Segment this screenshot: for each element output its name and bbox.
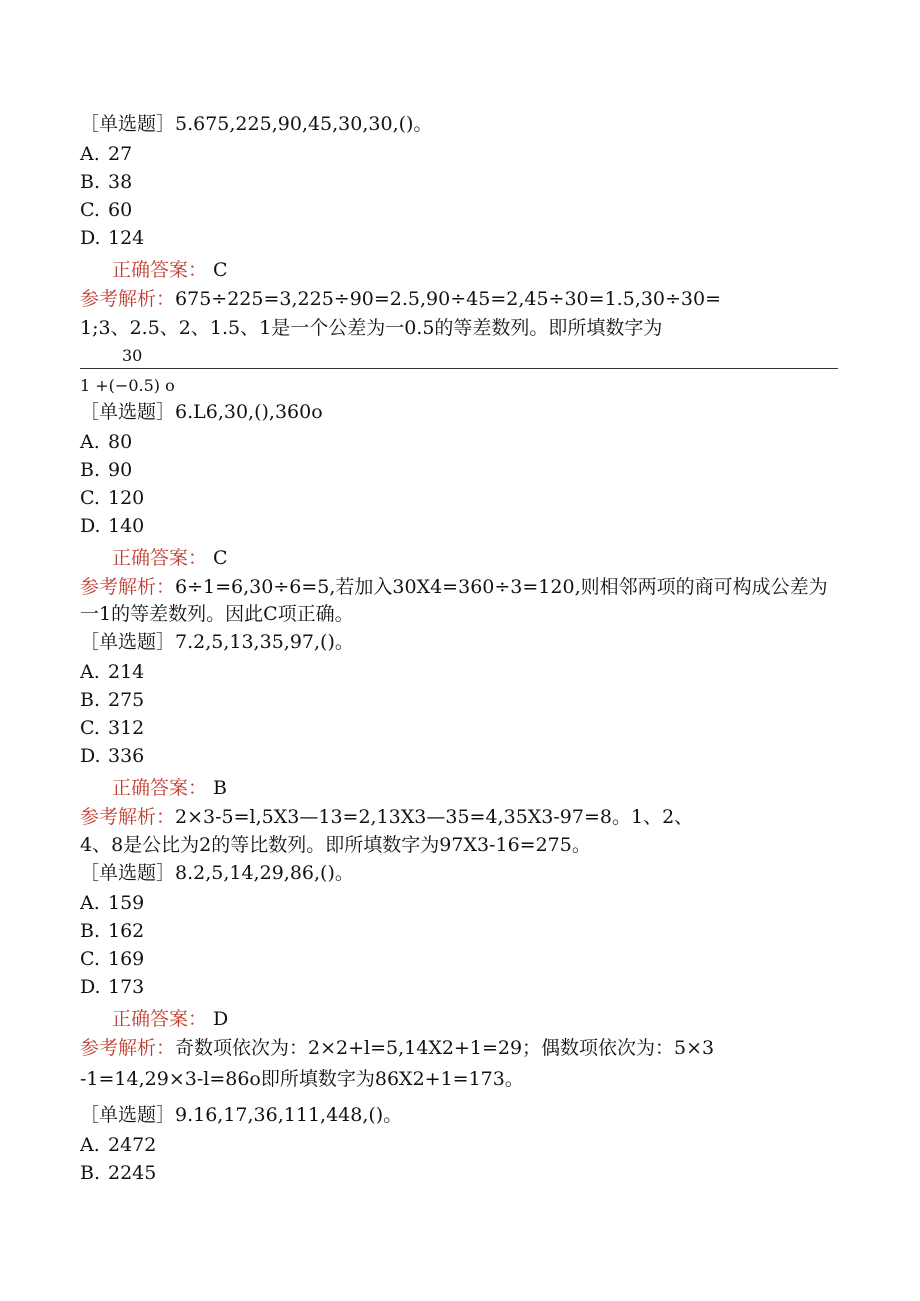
answer-value: B [213,777,227,799]
analysis-text: 奇数项依次为：2×2+l=5,14X2+1=29；偶数项依次为：5×3 [175,1037,715,1059]
q6-analysis-line-1 [80,575,828,599]
q5-correct-answer [112,258,228,282]
option-label: C. [80,948,100,970]
analysis-label: 参考解析： [80,576,176,598]
answer-value: C [213,547,228,569]
option-label: B. [80,1162,101,1184]
option-label: C. [80,199,100,221]
option-label: D. [80,227,101,249]
q5-option-c[interactable] [80,198,132,222]
option-text: 162 [108,920,145,942]
analysis-text: 6÷1=6,30÷6=5,若加入30X4=360÷3=120,则相邻两项的商可构成公差为 [175,576,828,598]
q6-option-b[interactable] [80,458,132,482]
q5-option-d[interactable] [80,226,144,250]
answer-value: C [213,259,228,281]
question-5-stem: ［单选题］5.675,225,90,45,30,30,()。 [80,113,433,135]
answer-label: 正确答案： [112,777,208,799]
q9-option-b[interactable] [80,1161,156,1185]
q8-option-a[interactable] [80,891,144,915]
option-label: B. [80,171,101,193]
analysis-label: 参考解析： [80,288,176,310]
question-6-stem: ［单选题］6.L6,30,(),360o [80,401,323,423]
q7-analysis-line-2: 4、8是公比为2的等比数列。即所填数字为97X3-16=275。 [80,834,591,856]
analysis-text: 2×3-5=l,5X3—13=2,13X3—35=4,35X3-97=8。1、2、 [175,806,694,828]
option-text: 312 [108,717,145,739]
q7-option-d[interactable] [80,744,144,768]
option-text: 159 [108,892,145,914]
option-label: D. [80,745,101,767]
option-text: 120 [108,487,145,509]
q7-option-c[interactable] [80,716,144,740]
option-text: 38 [108,171,133,193]
option-label: C. [80,487,100,509]
option-text: 140 [108,515,145,537]
q8-option-b[interactable] [80,919,144,943]
analysis-text: 675÷225=3,225÷90=2.5,90÷45=2,45÷30=1.5,30÷30= [175,288,722,310]
option-label: A. [80,661,100,683]
q8-analysis-line-2: -1=14,29×3-l=86o即所填数字为86X2+1=173。 [80,1068,524,1090]
option-text: 80 [108,431,133,453]
answer-value: D [213,1008,229,1030]
analysis-label: 参考解析： [80,806,176,828]
option-label: A. [80,143,100,165]
q5-option-b[interactable] [80,170,132,194]
q7-correct-answer [112,776,227,800]
q7-analysis-line-1 [80,805,693,829]
question-8-stem: ［单选题］8.2,5,14,29,86,()。 [80,862,354,884]
q6-correct-answer [112,546,228,570]
option-text: 214 [108,661,145,683]
option-text: 2472 [108,1134,157,1156]
q7-option-a[interactable] [80,660,144,684]
option-label: D. [80,515,101,537]
option-label: B. [80,689,101,711]
q8-analysis-line-1 [80,1036,714,1060]
option-label: A. [80,1134,100,1156]
option-label: B. [80,920,101,942]
option-text: 169 [108,948,145,970]
option-label: A. [80,892,100,914]
option-text: 90 [108,459,133,481]
q6-option-c[interactable] [80,486,144,510]
option-label: C. [80,717,100,739]
q9-option-a[interactable] [80,1133,156,1157]
q5-fraction-denominator: 30 [122,346,143,365]
option-text: 60 [108,199,133,221]
q8-option-d[interactable] [80,975,144,999]
option-label: B. [80,459,101,481]
option-text: 336 [108,745,145,767]
q5-option-a[interactable] [80,142,132,166]
option-text: 173 [108,976,145,998]
q6-option-a[interactable] [80,430,132,454]
option-text: 275 [108,689,145,711]
q8-option-c[interactable] [80,947,144,971]
option-text: 2245 [108,1162,157,1184]
question-7-stem: ［单选题］7.2,5,13,35,97,()。 [80,631,354,653]
option-label: A. [80,431,100,453]
q6-option-d[interactable] [80,514,144,538]
option-text: 124 [108,227,145,249]
q5-analysis-line-2: 1;3、2.5、2、1.5、1是一个公差为一0.5的等差数列。即所填数字为 [80,317,663,339]
answer-label: 正确答案： [112,259,208,281]
answer-label: 正确答案： [112,547,208,569]
q7-option-b[interactable] [80,688,144,712]
q5-formula-line: 1 +(−0.5) o [80,376,175,395]
q5-analysis-line-1 [80,287,721,311]
answer-label: 正确答案： [112,1008,208,1030]
analysis-label: 参考解析： [80,1037,176,1059]
option-text: 27 [108,143,133,165]
fraction-rule [80,368,838,369]
q6-analysis-line-2: 一1的等差数列。因此C项正确。 [80,603,354,625]
option-label: D. [80,976,101,998]
q8-correct-answer [112,1007,228,1031]
question-9-stem: ［单选题］9.16,17,36,111,448,()。 [80,1104,403,1126]
